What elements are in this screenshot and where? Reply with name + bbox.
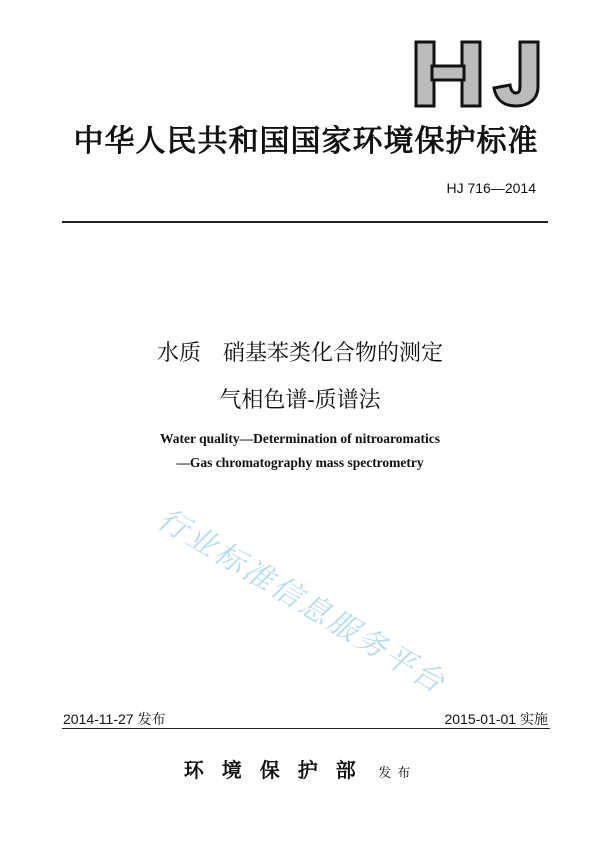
publisher [0, 754, 600, 783]
title-en-line2: —Gas chromatography mass spectrometry [176, 455, 424, 470]
publisher-suffix: 发布 [378, 765, 417, 780]
top-divider [62, 221, 548, 223]
issue-date: 2014-11-27 发布 [63, 711, 166, 727]
issuing-authority-title: 中华人民共和国国家环境保护标准 [73, 124, 539, 159]
title-en-line1: Water quality—Determination of nitroaromatics [159, 431, 441, 446]
watermark: 行业标准信息服务平台 [151, 502, 452, 701]
title-zh-line1: 水质 硝基苯类化合物的测定 [156, 340, 443, 365]
standard-code: HJ 716—2014 [446, 180, 536, 196]
title-zh-line2: 气相色谱-质谱法 [219, 387, 381, 412]
publisher-name: 环境保护部 [183, 758, 374, 782]
bottom-divider [62, 728, 550, 729]
hj-logo [412, 38, 544, 110]
implementation-date: 2015-01-01 实施 [444, 711, 548, 727]
